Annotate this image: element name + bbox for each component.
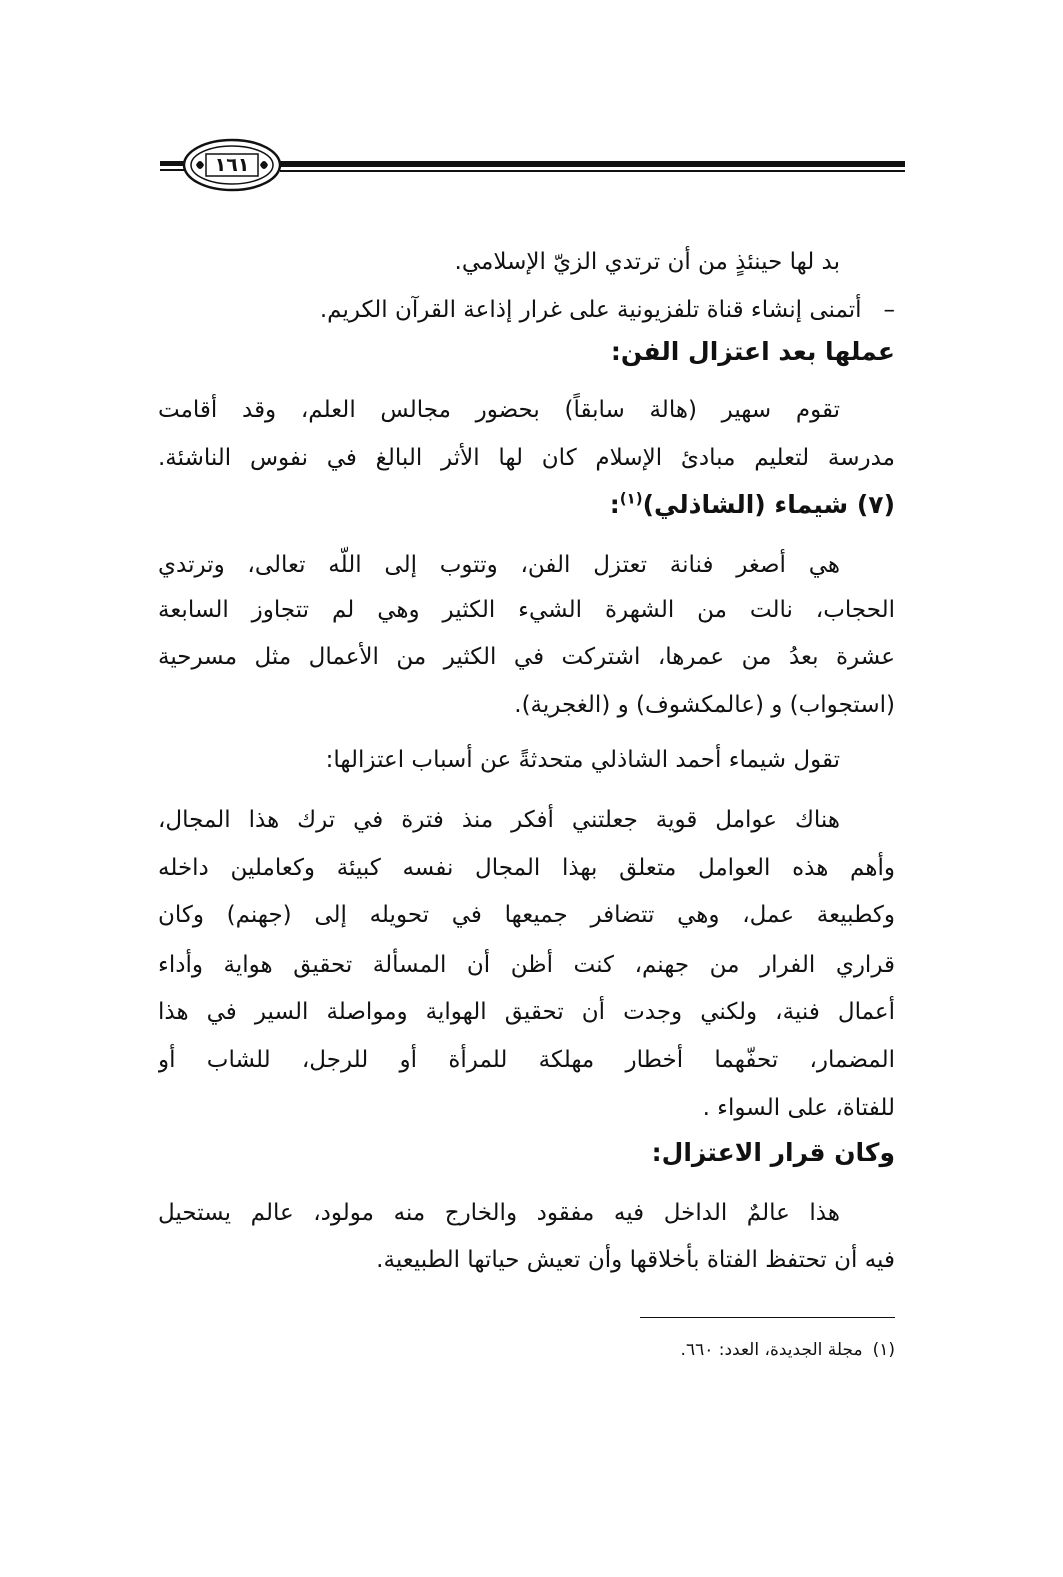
text-line: (استجواب) و (عالمكشوف) و (الغجرية).	[514, 692, 895, 718]
list-item-line: – أتمنى إنشاء قناة تلفزيونية على غرار إذاعة القرآن الكريم.	[319, 297, 895, 323]
text-line: بد لها حينئذٍ من أن ترتدي الزيّ الإسلامي.	[454, 249, 840, 275]
text-line: وأهم هذه العوامل متعلق بهذا المجال نفسه كبيئة وكعاملين داخله	[158, 855, 895, 881]
text-line: عشرة بعدُ من عمرها، اشتركت في الكثير من الأعمال مثل مسرحية	[158, 644, 895, 670]
text-line: للفتاة، على السواء .	[702, 1095, 895, 1121]
text-line: قراري الفرار من جهنم، كنت أظن أن المسألة تحقيق هواية وأداء	[158, 952, 895, 978]
footnote-text: مجلة الجديدة، العدد: ٦٦٠.	[680, 1340, 863, 1360]
heading-name: شيماء (الشاذلي)	[642, 490, 849, 519]
section-heading-shaima	[158, 485, 895, 525]
heading-number: (٧)	[856, 490, 895, 519]
footnote-reference: (١)	[619, 489, 643, 508]
page-number: ١٦١	[214, 154, 250, 176]
text-line: مدرسة لتعليم مبادئ الإسلام كان لها الأثر البالغ في نفوس الناشئة.	[158, 445, 895, 471]
text-line: هي أصغر فنانة تعتزل الفن، وتتوب إلى اللّه تعالى، وترتدي	[158, 552, 840, 578]
text-line: هذا عالمٌ الداخل فيه مفقود والخارج منه مولود، عالم يستحيل	[158, 1200, 840, 1226]
footnote-marker: (١)	[872, 1340, 895, 1360]
text-line: هناك عوامل قوية جعلتني أفكر منذ فترة في ترك هذا المجال،	[158, 807, 840, 833]
footnote	[500, 1332, 895, 1368]
section-heading-work-after: عملها بعد اعتزال الفن:	[610, 337, 895, 366]
section-heading-decision: وكان قرار الاعتزال:	[651, 1138, 895, 1167]
text-line: تقول شيماء أحمد الشاذلي متحدثةً عن أسباب اعتزالها:	[325, 747, 840, 773]
footnote-separator	[640, 1317, 895, 1318]
text-line: فيه أن تحتفظ الفتاة بأخلاقها وأن تعيش حياتها الطبيعية.	[376, 1247, 895, 1273]
text-line: الحجاب، نالت من الشهرة الشيء الكثير وهي لم تتجاوز السابعة	[158, 597, 895, 623]
text-line: المضمار، تحفّهما أخطار مهلكة للمرأة أو للرجل، للشاب أو	[158, 1047, 895, 1073]
text-line: أعمال فنية، ولكني وجدت أن تحقيق الهواية ومواصلة السير في هذا	[158, 999, 895, 1025]
text-line: تقوم سهير (هالة سابقاً) بحضور مجالس العلم، وقد أقامت	[158, 397, 840, 423]
page-header-ornament	[0, 130, 1063, 200]
heading-colon: :	[609, 490, 620, 519]
text-line: وكطبيعة عمل، وهي تتضافر جميعها في تحويله إلى (جهنم) وكان	[158, 902, 895, 928]
